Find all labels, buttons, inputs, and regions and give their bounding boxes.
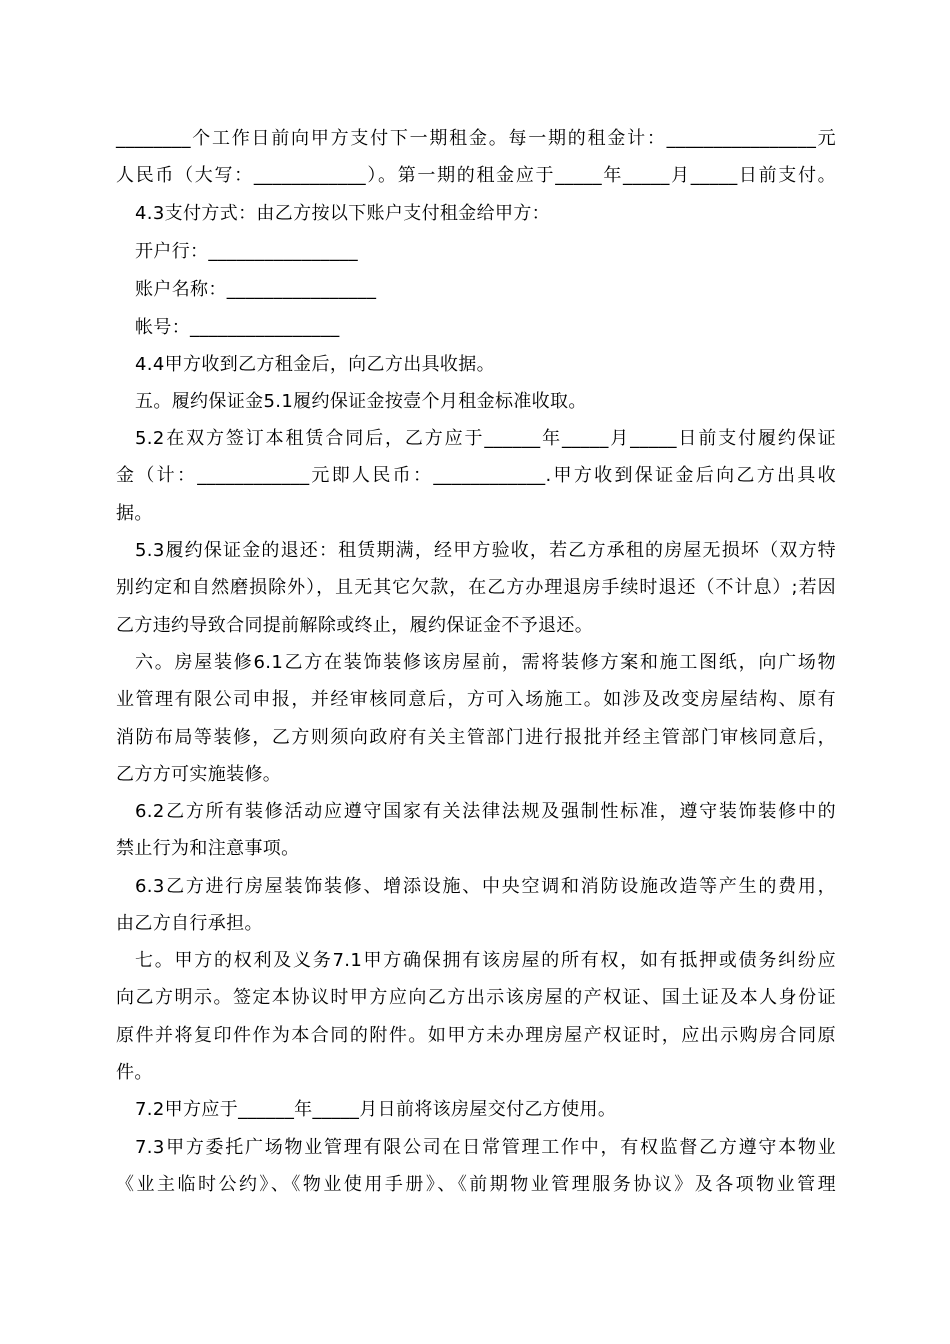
- text-line: 禁止行为和注意事项。: [116, 838, 300, 859]
- text-line: 由乙方自行承担。: [116, 913, 263, 934]
- text-line: 据。: [116, 503, 153, 524]
- text-line: 6.3乙方进行房屋装饰装修、增添设施、中央空调和消防设施改造等产生的费用，: [135, 876, 836, 897]
- text-line: 帐号：________________: [135, 317, 340, 338]
- text-line: 人民币（大写：____________）。第一期的租金应于_____年_____月_____日前支付。: [116, 165, 836, 186]
- text-line: 6.2乙方所有装修活动应遵守国家有关法律法规及强制性标准，遵守装饰装修中的: [135, 801, 836, 822]
- text-line: 向乙方明示。签定本协议时甲方应向乙方出示该房屋的产权证、国土证及本人身份证: [116, 987, 836, 1008]
- text-line: ________个工作日前向甲方支付下一期租金。每一期的租金计：________________元: [116, 128, 836, 149]
- text-line: 乙方方可实施装修。: [116, 764, 282, 785]
- text-line: 《业主临时公约》、《物业使用手册》、《前期物业管理服务协议》及各项物业管理: [116, 1174, 836, 1195]
- text-line: 7.3甲方委托广场物业管理有限公司在日常管理工作中，有权监督乙方遵守本物业: [135, 1137, 836, 1158]
- text-line: 4.4甲方收到乙方租金后，向乙方出具收据。: [135, 354, 495, 375]
- text-line: 七。甲方的权利及义务7.1甲方确保拥有该房屋的所有权，如有抵押或债务纠纷应: [135, 950, 836, 971]
- text-line: 别约定和自然磨损除外），且无其它欠款，在乙方办理退房手续时退还（不计息）;若因: [116, 577, 836, 598]
- text-line: 金（计：____________元即人民币：____________.甲方收到保证金后向乙方出具收: [116, 465, 836, 486]
- text-line: 开户行：________________: [135, 241, 358, 262]
- text-line: 5.3履约保证金的退还：租赁期满，经甲方验收，若乙方承租的房屋无损坏（双方特: [135, 540, 836, 561]
- text-line: 五。履约保证金5.1履约保证金按壹个月租金标准收取。: [135, 391, 587, 412]
- text-line: 4.3支付方式：由乙方按以下账户支付租金给甲方：: [135, 203, 551, 224]
- text-line: 业管理有限公司申报，并经审核同意后，方可入场施工。如涉及改变房屋结构、原有: [116, 689, 836, 710]
- text-line: 7.2甲方应于______年_____月日前将该房屋交付乙方使用。: [135, 1099, 617, 1120]
- text-line: 件。: [116, 1062, 153, 1083]
- text-line: 六。房屋装修6.1乙方在装饰装修该房屋前，需将装修方案和施工图纸，向广场物: [135, 652, 836, 673]
- text-line: 账户名称：________________: [135, 279, 377, 300]
- text-line: 原件并将复印件作为本合同的附件。如甲方未办理房屋产权证时，应出示购房合同原: [116, 1025, 836, 1046]
- text-line: 5.2在双方签订本租赁合同后，乙方应于______年_____月_____日前支付履约保证: [135, 428, 836, 449]
- text-line: 消防布局等装修，乙方则须向政府有关主管部门进行报批并经主管部门审核同意后，: [116, 727, 836, 748]
- text-line: 乙方违约导致合同提前解除或终止，履约保证金不予退还。: [116, 615, 594, 636]
